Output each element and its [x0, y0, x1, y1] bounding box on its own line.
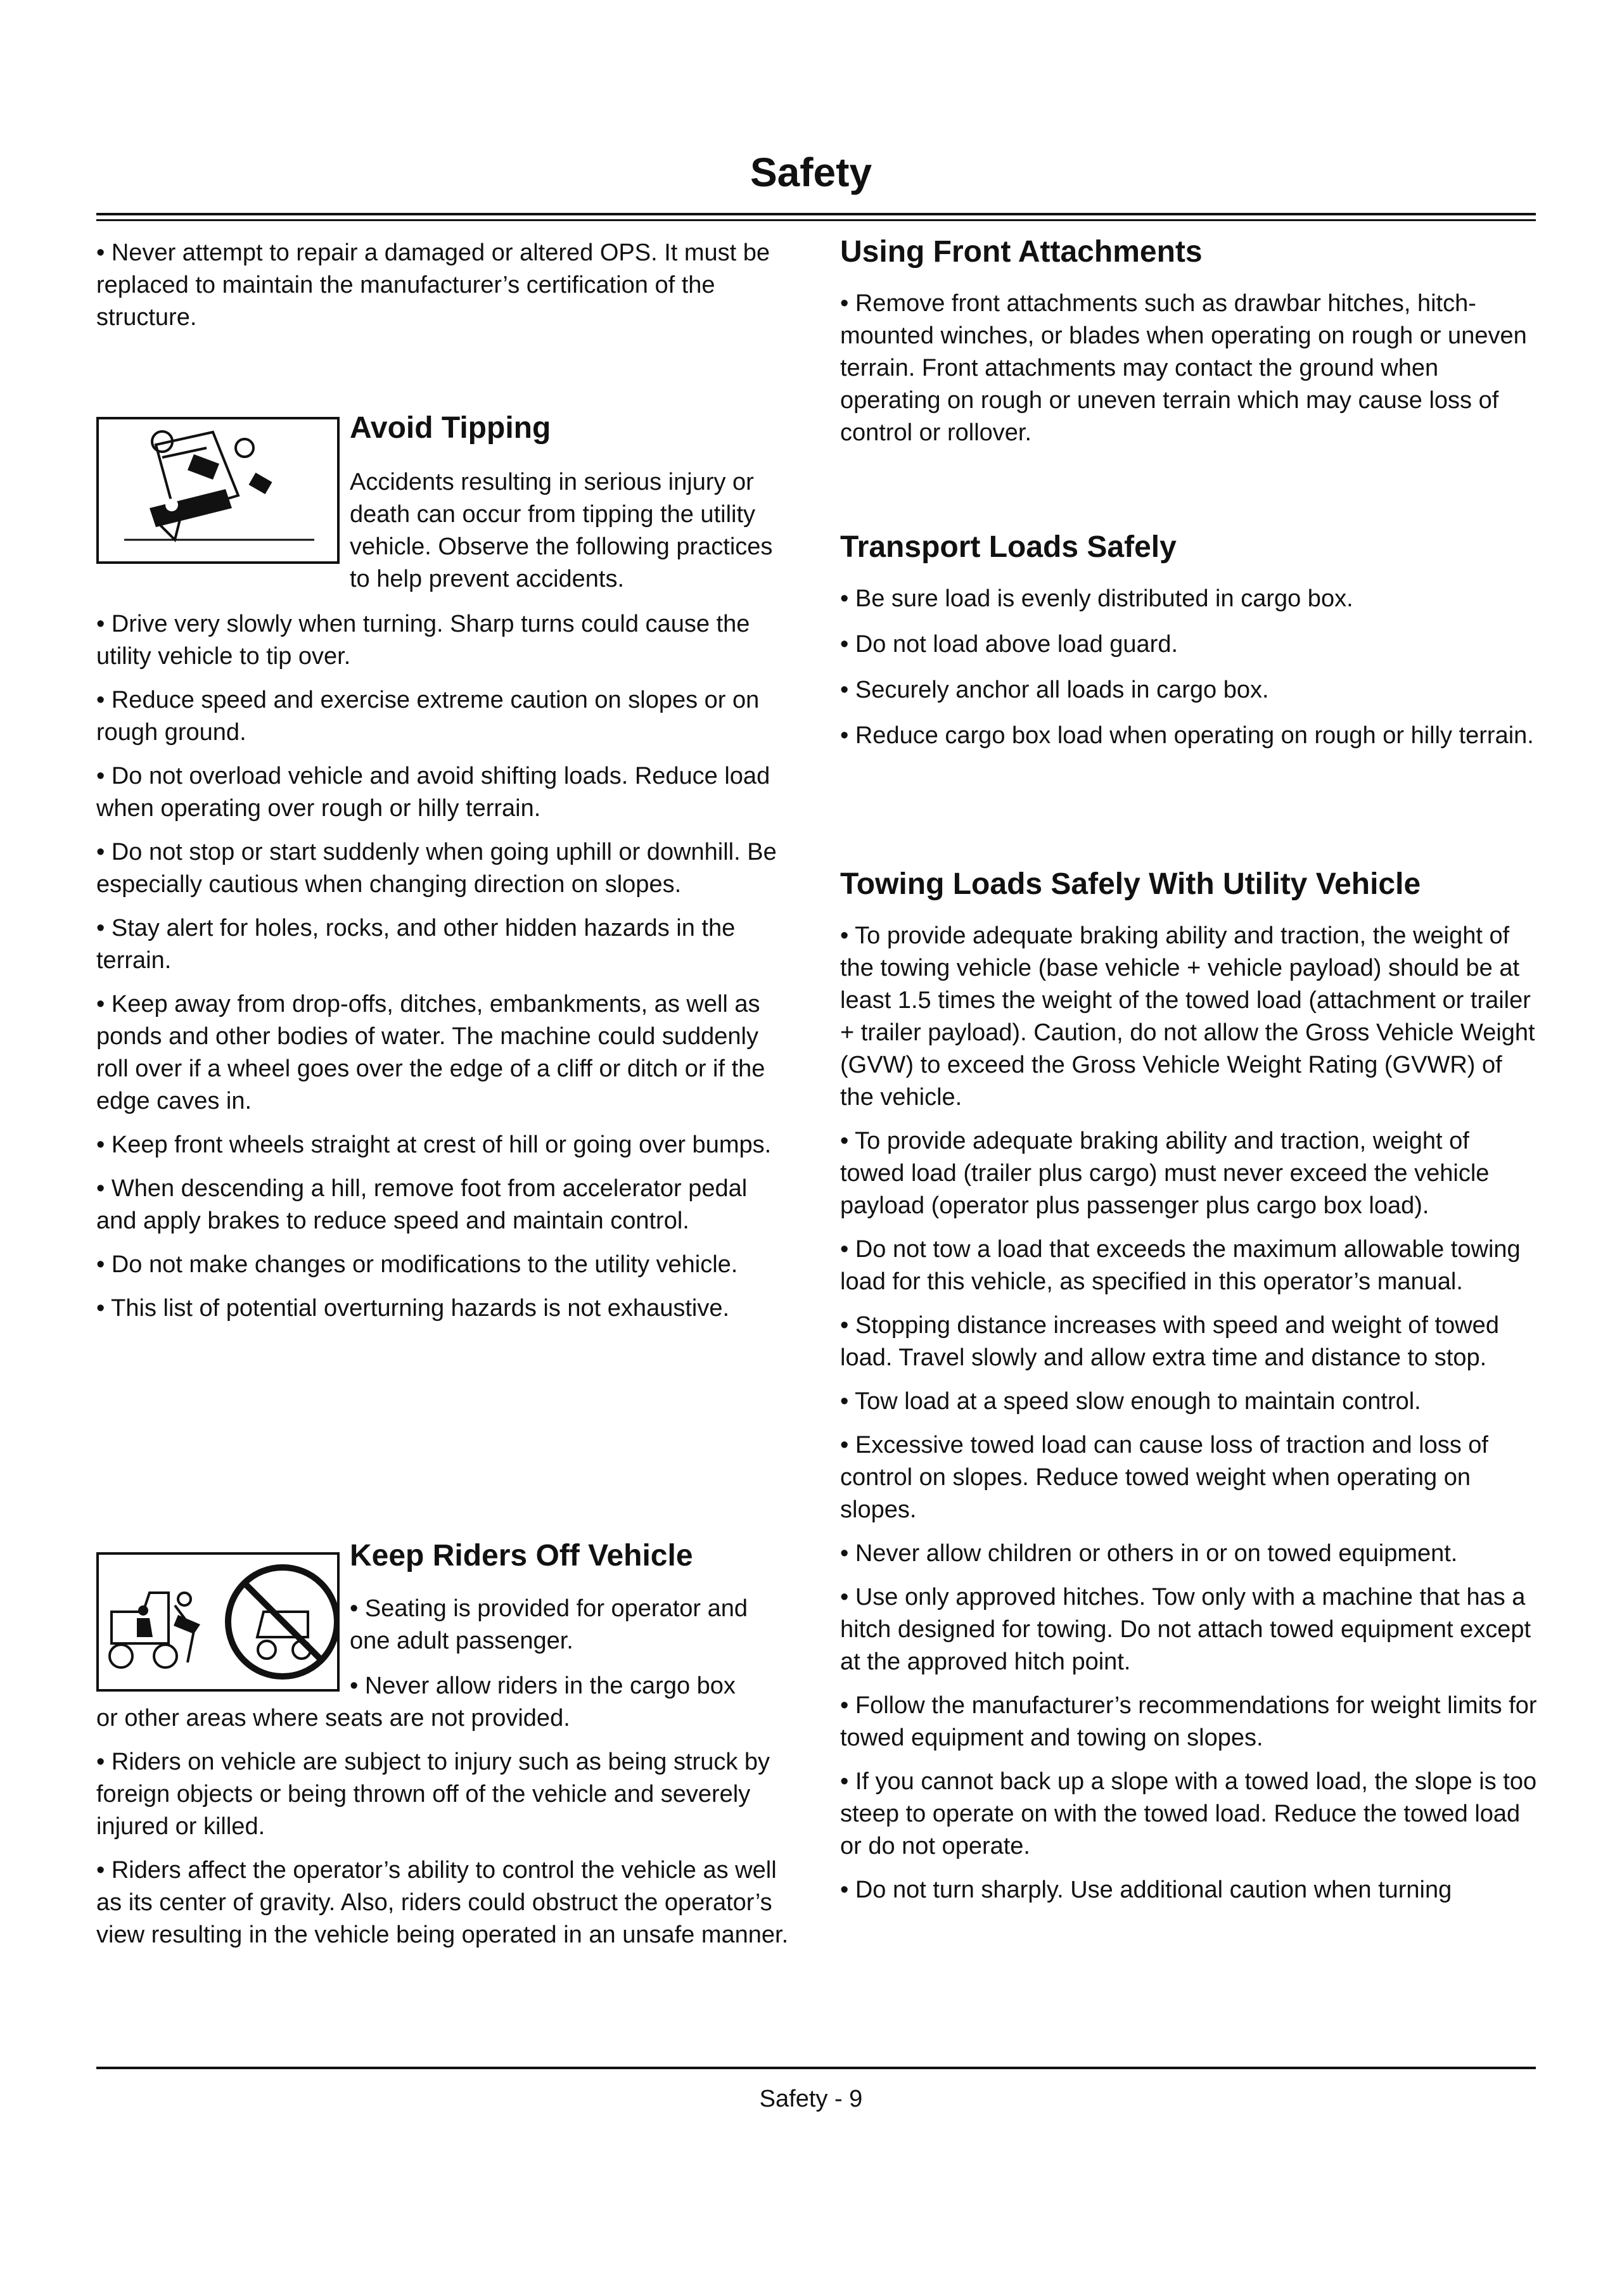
list-item: • Use only approved hitches. Tow only with a machine that has a hitch designed for towing. Do not attach towed equipment except at the approved hitch point.: [840, 1584, 1531, 1675]
page-title: Safety: [750, 150, 872, 195]
list-item: • Do not overload vehicle and avoid shifting loads. Reduce load when operating over rough or hilly terrain.: [96, 763, 770, 822]
list-item: • Securely anchor all loads in cargo box.: [840, 677, 1269, 703]
header-rule: [96, 213, 1536, 215]
list-item: • Tow load at a speed slow enough to maintain control.: [840, 1388, 1421, 1415]
no-riders-icon: [99, 1555, 337, 1689]
list-item: • Reduce cargo box load when operating on rough or hilly terrain.: [840, 722, 1534, 749]
tipping-illustration: [96, 417, 340, 564]
list-item: • Remove front attachments such as drawbar hitches, hitch-mounted winches, or blades when operating on rough or uneven terrain. Front attachments may contact the ground when operating on rough or uneven terrain which may cause loss of control or rollover.: [840, 290, 1527, 446]
list-item: • If you cannot back up a slope with a towed load, the slope is too steep to operate on with the towed load. Reduce the towed load or do not operate.: [840, 1768, 1537, 1859]
avoid-tipping-intro: Accidents resulting in serious injury or death can occur from tipping the utility vehicle. Observe the following practices to help prevent accidents.: [350, 469, 773, 592]
list-item: • Keep away from drop-offs, ditches, embankments, as well as ponds and other bodies of water. The machine could suddenly roll over if a wheel goes over the edge of a cliff or ditch or if the edge caves in.: [96, 991, 765, 1114]
list-item: • When descending a hill, remove foot from accelerator pedal and apply brakes to reduce speed and maintain control.: [96, 1175, 748, 1234]
avoid-tipping-heading: Avoid Tipping: [350, 411, 551, 445]
list-item: • This list of potential overturning hazards is not exhaustive.: [96, 1295, 730, 1322]
page-number: Safety - 9: [759, 2086, 863, 2112]
ops-warning-paragraph: [96, 237, 793, 334]
list-item: • Be sure load is evenly distributed in cargo box.: [840, 585, 1353, 612]
list-item: • Drive very slowly when turning. Sharp turns could cause the utility vehicle to tip over.: [96, 611, 750, 670]
keep-riders-heading: Keep Riders Off Vehicle: [350, 1539, 693, 1572]
list-item: • Do not stop or start suddenly when going uphill or downhill. Be especially cautious when changing direction on slopes.: [96, 839, 777, 898]
vehicle-tipping-icon: [99, 419, 337, 561]
list-item: • Riders on vehicle are subject to injury such as being struck by foreign objects or being thrown off of the vehicle and severely injured or killed.: [96, 1749, 770, 1840]
front-attachments-section: [840, 234, 1537, 449]
avoid-tipping-list: [96, 608, 793, 1325]
transport-loads-heading: Transport Loads Safely: [840, 530, 1177, 564]
list-item: • Never allow children or others in or on towed equipment.: [840, 1540, 1458, 1567]
list-item: • Excessive towed load can cause loss of traction and loss of control on slopes. Reduce towed weight when operating on slopes.: [840, 1432, 1488, 1523]
footer-rule: [96, 2067, 1536, 2069]
list-item: • Riders affect the operator’s ability to control the vehicle as well as its center of gravity. Also, riders could obstruct the operator’s view resulting in the vehicle being operated in an unsafe manner.: [96, 1857, 789, 1948]
towing-loads-heading: Towing Loads Safely With Utility Vehicle: [840, 867, 1421, 901]
list-item: • Keep front wheels straight at crest of hill or going over bumps.: [96, 1132, 772, 1158]
list-item: • To provide adequate braking ability and traction, weight of towed load (trailer plus cargo) must never exceed the vehicle payload (operator plus passenger plus cargo box load).: [840, 1128, 1490, 1219]
list-item: • Seating is provided for operator and one adult passenger.: [350, 1595, 748, 1654]
header-rule-secondary: [96, 219, 1536, 221]
towing-loads-section: [840, 867, 1537, 1906]
front-attachments-heading: Using Front Attachments: [840, 235, 1203, 269]
ops-warning-text: • Never attempt to repair a damaged or altered OPS. It must be replaced to maintain the manufacturer’s certification of the structure.: [96, 239, 770, 331]
list-item: • Do not make changes or modifications to the utility vehicle.: [96, 1251, 738, 1278]
list-item: • Reduce speed and exercise extreme caution on slopes or on rough ground.: [96, 687, 760, 746]
list-item: • Follow the manufacturer’s recommendations for weight limits for towed equipment and towing on slopes.: [840, 1692, 1537, 1751]
list-item: • Do not tow a load that exceeds the maximum allowable towing load for this vehicle, as specified in this operator’s manual.: [840, 1236, 1521, 1295]
list-item: • Stay alert for holes, rocks, and other hidden hazards in the terrain.: [96, 915, 736, 974]
list-item: • Stopping distance increases with speed and weight of towed load. Travel slowly and allow extra time and distance to stop.: [840, 1312, 1499, 1371]
transport-loads-section: [840, 530, 1537, 752]
list-item: • Do not load above load guard.: [840, 631, 1178, 658]
list-item: • To provide adequate braking ability and traction, the weight of the towing vehicle (base vehicle + vehicle payload) should be at least 1.5 times the weight of the towed load (attachment or trailer + trailer payload). Caution, do not allow the Gross Vehicle Weight (GVW) to exceed the Gross Vehicle Weight Rating (GVWR) of the vehicle.: [840, 922, 1535, 1111]
list-item: • Never allow riders in the cargo box: [350, 1673, 736, 1699]
list-item-continuation: or other areas where seats are not provided.: [96, 1705, 570, 1732]
list-item: • Do not turn sharply. Use additional caution when turning: [840, 1877, 1452, 1903]
riders-illustration: [96, 1552, 340, 1692]
